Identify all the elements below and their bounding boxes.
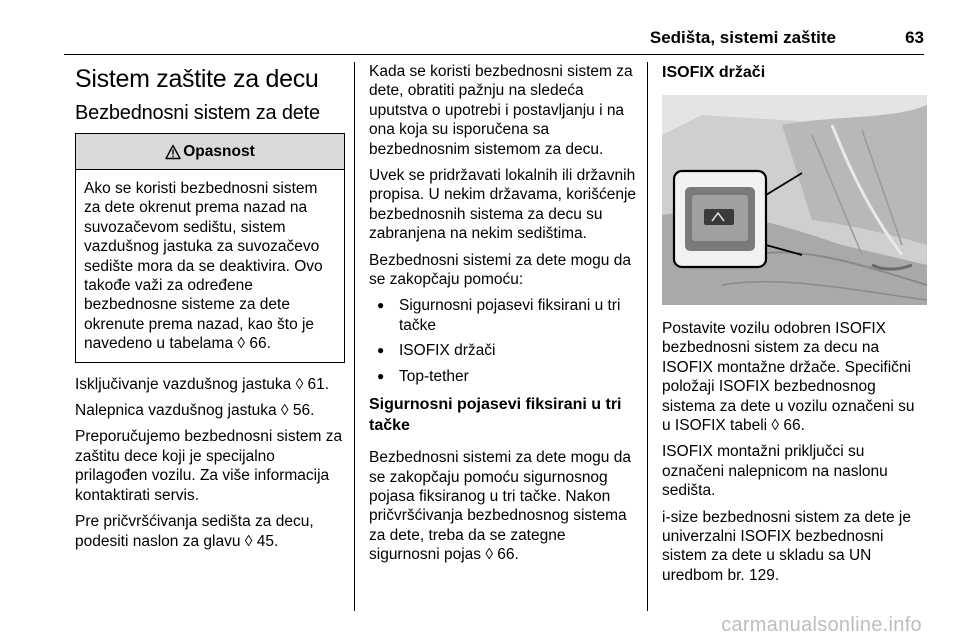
paragraph: Isključivanje vazdušnog jastuka ◊ 61. [75,375,330,393]
column-left [75,62,345,558]
subsection-title: ISOFIX držači [662,64,766,81]
paragraph: Uvek se pridržavati lokalnih ili državnih propisa. U nekim državama, korišćenje bezbednosnih sistema za decu su zabranjena na nekim sedištima. [369,167,637,243]
page-header [64,24,924,55]
isofix-seat-photo [662,95,927,305]
subsection-title: Bezbednosni sistem za dete [75,102,320,124]
paragraph: Bezbednosni sistemi za dete mogu da se zakopčaju pomoću sigurnosnog pojasa fiksiranog u tri tačke. Nakon pričvršćivanja bezbednosnog sistema za dete, treba da se zategne sigurnosni pojas ◊ 66. [369,449,631,564]
column-divider [647,62,648,611]
list-item: ● ISOFIX držači [369,341,637,360]
bullet-list [369,296,637,386]
watermark: carmanualsonline.info [721,614,922,636]
column-divider [354,62,355,611]
warning-text: Ako se koristi bezbednosni sistem za dete okrenut prema nazad na suvozačevom sedištu, sistem vazdušnog jastuka za suvozačevo sedište mora da se deaktivira. Ovo takođe važi za određene bezbednosne sisteme za dete okrenute prema nazad, kao što je navedeno u tabelama ◊ 66. [84,180,323,353]
paragraph: ISOFIX montažni priključci su označeni nalepnicom na naslonu sedišta. [662,443,888,500]
section-title: Sistem zaštite za decu [75,65,319,93]
paragraph: Bezbednosni sistemi za dete mogu da se zakopčaju pomoću: [369,251,631,289]
subsection-title: Sigurnosni pojasevi fiksirani u tri tačke [369,396,622,435]
paragraph: Nalepnica vazdušnog jastuka ◊ 56. [75,402,315,420]
paragraph: i-size bezbednosni sistem za dete je univerzalni ISOFIX bezbednosni sistem za dete u skladu sa UN uredbom br. 129. [662,508,911,584]
paragraph: Postavite vozilu odobren ISOFIX bezbednosni sistem za decu na ISOFIX montažne držače. Specifični položaji ISOFIX bezbednosnog sistema za dete u vozilu označeni su u ISOFIX tabeli ◊ 66. [662,320,915,435]
warning-triangle-icon [165,144,181,160]
warning-title: Opasnost [183,142,255,160]
warning-header [76,134,344,170]
warning-box [75,133,345,363]
column-right [662,62,927,592]
paragraph: Kada se koristi bezbednosni sistem za dete, obratiti pažnju na sledeća uputstva o upotrebi i postavljanju i na ona koja su isporučena sa bezbednosnim sistemom za decu. [369,63,633,158]
list-item: ● Top-tether [369,367,637,386]
list-item: ● Sigurnosni pojasevi fiksirani u tri tačke [369,296,637,335]
page-number: 63 [905,28,924,47]
paragraph: Preporučujemo bezbednosni sistem za zaštitu dece koji je specijalno prilagođen vozilu. Za više informacija kontaktirati servis. [75,428,343,504]
header-title: Sedišta, sistemi zaštite [649,28,836,47]
paragraph: Pre pričvršćivanja sedišta za decu, podesiti naslon za glavu ◊ 45. [75,513,314,550]
column-middle [369,62,637,572]
